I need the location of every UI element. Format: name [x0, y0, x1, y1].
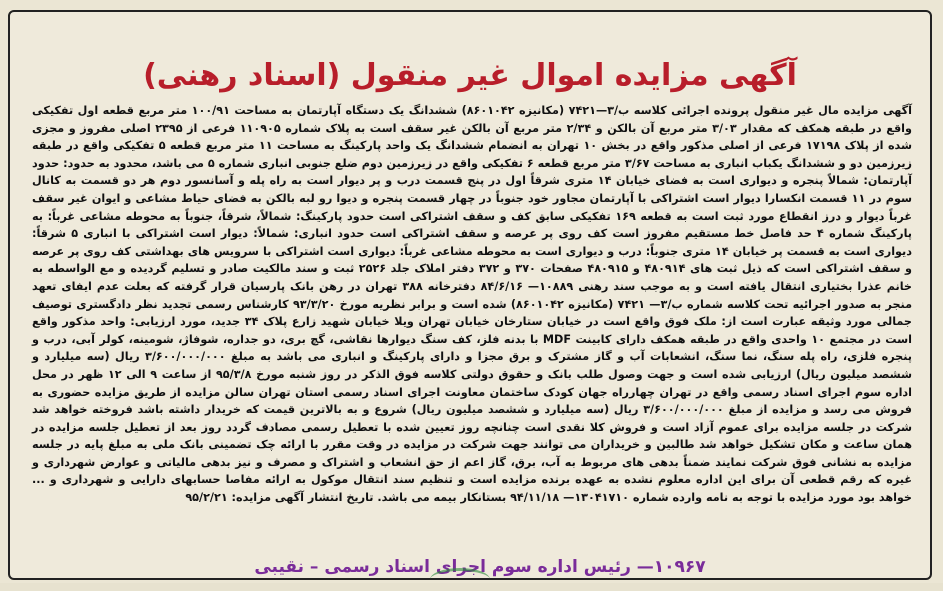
auction-notice-box [8, 10, 932, 580]
notice-title: آگهی مزایده اموال غیر منقول (اسناد رهنی) [143, 58, 797, 93]
decorative-mark [430, 568, 490, 591]
notice-signature: ۱۰۹۶۷— رئیس اداره سوم اجرای اسناد رسمی – نقیبی [254, 557, 706, 577]
notice-body: آگهی مزایده مال غیر منقول پرونده اجرائی کلاسه ب/۳—۷۴۲۱ (مکانیزه ۸۶۰۱۰۴۲) ششدانگ یک دستگاه آپارتمان به مساحت ۱۰۰/۹۱ متر مربع قطعه اول تفکیکی واقع در طبقه همکف که مقدار ۳/۰۳ متر مربع آن بالکن و ۲/۳۴ متر مربع آن بالکن غیر سقف است به پلاک شماره ۱۱۰۹۰۵ فرعی از ۲۳۹۵ اصلی مفروز و مجزی شده از پلاک ۱۷۱۹۸ فرعی از اصلی مذکور واقع در بخش ۱۰ تهران به انضمام ششدانگ یک واحد پارکینگ به مساحت ۱۱ متر مربع قطعه ۵ تفکیکی واقع در طبقه زیرزمین دو و ششدانگ یکباب انباری به مساحت ۳/۶۷ متر مربع قطعه ۶ تفکیکی واقع در زیرزمین دوم ضلع جنوبی انباری شماره ۵ می باشد، محدود به حدود: حدود آپارتمان: شمالاً پنجره و دیواری است به فضای خیابان ۱۴ متری شرقاً اول در پنج قسمت درب و پر دیوار است به راه پله و آسانسور دوم هر دو قسمت به کانال سوم در ۱۱ قسمت انکسارا دیوار است اشتراکی با آپارتمان مجاور خود جنوباً در چهار قسمت پنجره و دیوا رو لبه بالکن به فضای حیاط مشاعی و ایوان غیر سقف غرباً دیوار و درز انقطاع مورد ثبت است به قطعه ۱۶۹ تفکیکی سابق کف و سقف اشتراکی است حدود پارکینگ: شمالاً، شرقاً، جنوباً به محوطه مشاعی غرباً: به پارکینگ شماره ۴ حد فاصل خط مستقیم مفروز است کف روی پر عرصه و سقف اشتراکی است حدود انباری: شمالاً: دیوار است اشتراکی با انباری ۵ شرقاً: دیواری است به قسمت پر خیابان ۱۴ متری جنوباً: درب و دیواری است به محوطه مشاعی غرباً: دیواری است اشتراکی با سرویس های بهداشتی کف روی پر عرصه و سقف اشتراکی است که ذیل ثبت های ۴۸۰۹۱۴ و ۴۸۰۹۱۵ صفحات ۳۷۰ و ۳۷۲ دفتر املاک جلد ۲۵۲۶ ثبت و سند مالکیت صادر و تسلیم گردیده و مع الواسطه به خانم عذرا بختیاری انتقال یافته است و به موجب سند رهنی ۱۰۸۸۹— ۸۴/۶/۱۶ دفترخانه ۳۸۸ تهران در رهن بانک پارسیان قرار گرفته که بعلت عدم ایفای تعهد منجر به صدور اجرائیه تحت کلاسه شماره ب/۳— ۷۴۲۱ (مکانیزه ۸۶۰۱۰۴۲) شده است و برابر نظریه مورخ ۹۳/۳/۲۰ کارشناس رسمی تجدید نظر دادگستری توصیف جمالی مورد وثیقه عبارت است از: ملک فوق واقع است در خیابان ستارخان خیابان تهران ویلا خیابان شهید زارع پلاک ۳۴ جدید، مورد ارزیابی: واحد مذکور واقع است در مجتمع ۱۰ واحدی واقع در طبقه همکف دارای کابینت MDF با بدنه فلز، کف سنگ دیوارها نقاشی، گچ بری، دو جداره، شوفاژ، شومینه، کولر آبی، درب و پنجره فلزی، راه پله سنگ، نما سنگ، انشعابات آب و گاز مشترک و برق مجزا و دارای پارکینگ و انباری می باشد به مبلغ ۳/۶۰۰/۰۰۰/۰۰۰ ریال (سه میلیارد و ششصد میلیون ریال) ارزیابی شده است و جهت وصول طلب بانک و حقوق دولتی کلاسه فوق الذکر در روز شنبه مورخ ۹۵/۳/۸ از ساعت ۹ الی ۱۲ ظهر در محل اداره سوم اجرای اسناد رسمی واقع در تهران چهارراه جهان کودک ساختمان معاونت اجرای اسناد رسمی استان تهران سالن مزایده از طریق مزایده حضوری به فروش می رسد و مزایده از مبلغ ۳/۶۰۰/۰۰۰/۰۰۰ ریال (سه میلیارد و ششصد میلیون ریال) شروع و به بالاترین قیمت که خریدار داشته باشد فروخته خواهد شد شرکت در جلسه مزایده برای عموم آزاد است و فروش کلا نقدی است چنانچه روز تعیین شده با تعطیل رسمی مصادف گردد روز بعد از تعطیل جلسه مزایده در همان ساعت و مکان تشکیل خواهد شد طالبین و خریداران می توانند جهت شرکت در مزایده در وقت مقرر با ارائه چک تضمینی بانک ملی به مبلغ پایه در جلسه مزایده به نشانی فوق شرکت نمایند ضمناً بدهی های مربوط به آب، برق، گاز اعم از حق انشعاب و اشتراک و مصرف و نیز بدهی مالیاتی و عوارض شهرداری و غیره که رقم قطعی آن برای این اداره معلوم نشده به عهده برنده مزایده است و تنظیم سند انتقال موکول به ارائه مفاصا حسابهای دارایی و شهرداری و ... خواهد بود مورد مزایده با توجه به نامه وارده شماره ۱۳۰۴۱۷۱۰— ۹۴/۱۱/۱۸ بستانکار بیمه می باشد. تاریخ انتشار آگهی مزایده: ۹۵/۲/۲۱ [32, 104, 913, 505]
